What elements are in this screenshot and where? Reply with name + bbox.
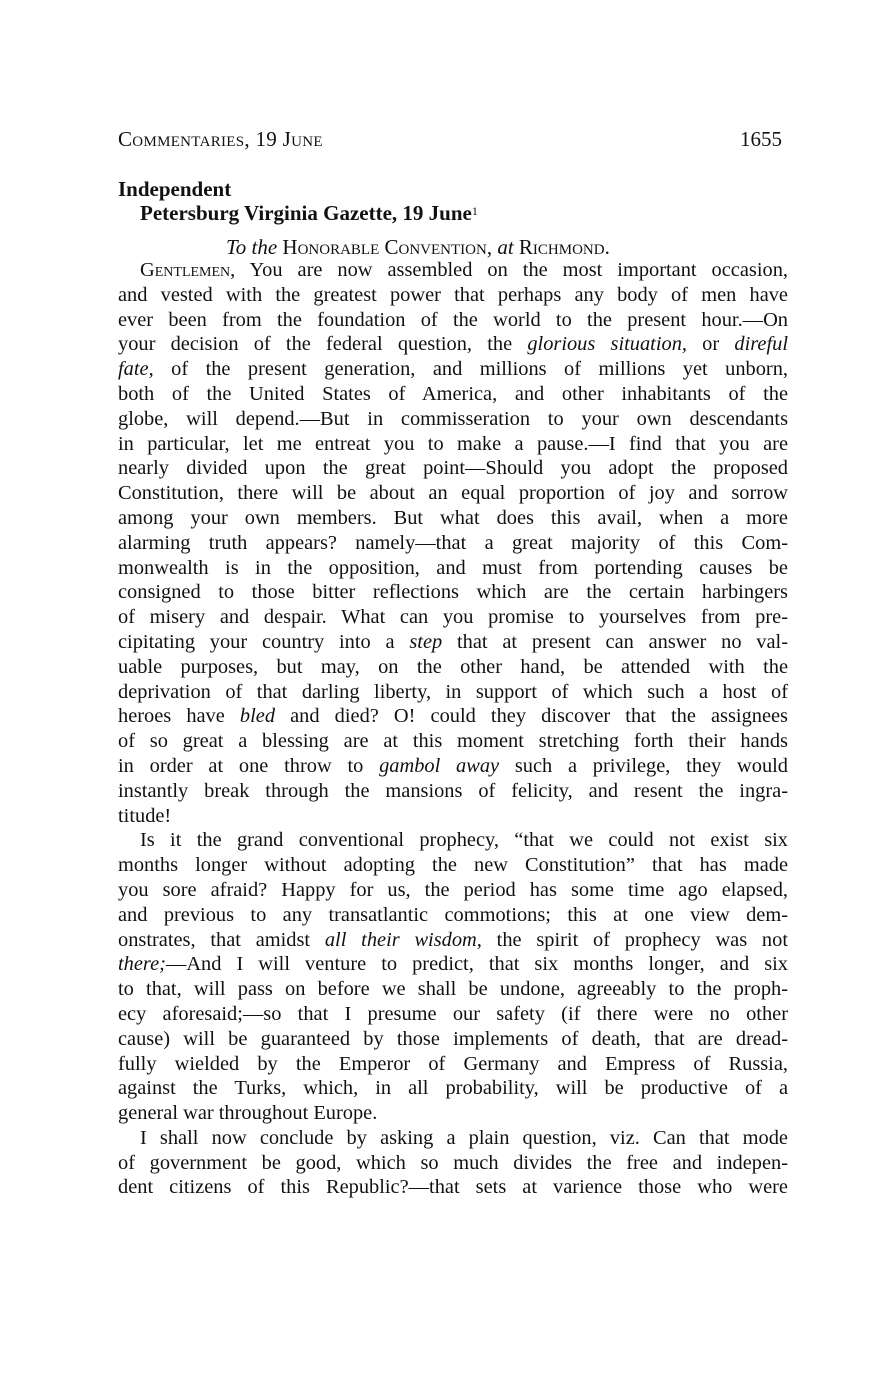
text-line: in order at one throw to gambol away such a privilege, they would (118, 754, 788, 777)
text-line: titude! (118, 804, 172, 827)
text-line: monwealth is in the opposition, and must from portending causes be (118, 556, 788, 579)
text-line: of so great a blessing are at this moment stretching forth their hands (118, 730, 788, 753)
text-line: I shall now conclude by asking a plain question, viz. Can that mode (140, 1126, 788, 1149)
running-head-title: Commentaries, 19 June (118, 127, 323, 151)
text-line: instantly break through the mansions of felicity, and resent the ingra- (118, 779, 788, 802)
text-line: ecy aforesaid;—so that I presume our safety (if there were no other (118, 1002, 788, 1025)
section-title: Independent (118, 177, 232, 201)
text-line: months longer without adopting the new Constitution” that has made (118, 854, 788, 877)
text-line: ever been from the foundation of the world to the present hour.—On (118, 308, 788, 331)
running-head (118, 124, 782, 154)
footnote-reference: 1 (471, 204, 478, 218)
text-line: and vested with the greatest power that perhaps any body of men have (118, 283, 788, 306)
address-convention: Honorable Convention, (282, 235, 493, 259)
text-line: of government be good, which so much divides the free and indepen- (118, 1151, 788, 1174)
text-line: cipitating your country into a step that at present can answer no val- (118, 630, 788, 653)
text-line: general war throughout Europe. (118, 1102, 378, 1125)
text-line: uable purposes, but may, on the other hand, be attended with the (118, 655, 788, 678)
text-line: fully wielded by the Emperor of Germany and Empress of Russia, (118, 1052, 788, 1075)
text-line: in particular, let me entreat you to make a pause.—I find that you are (118, 432, 788, 455)
address-at: at (497, 235, 514, 259)
text-line: your decision of the federal question, the glorious situation, or direful (118, 333, 788, 356)
text-line: consigned to those bitter reflections which are the certain harbingers (118, 581, 788, 604)
text-line: to that, will pass on before we shall be undone, agreeably to the proph- (118, 978, 788, 1001)
text-line: Is it the grand conventional prophecy, “that we could not exist six (140, 829, 788, 852)
text-line: dent citizens of this Republic?—that sets at varience those who were (118, 1176, 788, 1199)
text-line: onstrates, that amidst all their wisdom, the spirit of prophecy was not (118, 928, 788, 951)
text-line: of misery and despair. What can you promise to yourselves from pre- (118, 606, 788, 629)
text-line: globe, will depend.—But in commisseration to your own descendants (118, 407, 788, 430)
text-line: cause) will be guaranteed by those implements of death, that are dread- (118, 1027, 788, 1050)
text-line: heroes have bled and died? O! could they discover that the assignees (118, 705, 788, 728)
page-number: 1655 (740, 127, 782, 151)
article-body (118, 258, 788, 1200)
text-line: you sore afraid? Happy for us, the period has some time ago elapsed, (118, 878, 788, 901)
text-line: both of the United States of America, and other inhabitants of the (118, 382, 788, 405)
text-line: nearly divided upon the great point—Should you adopt the proposed (118, 457, 788, 480)
section-source-text: Petersburg Virginia Gazette, 19 June (140, 201, 472, 225)
text-line: Constitution, there will be about an equal proportion of joy and sorrow (118, 482, 788, 505)
text-line: deprivation of that darling liberty, in support of which such a host of (118, 680, 788, 703)
address-place: Richmond. (518, 235, 610, 259)
address-line (226, 234, 610, 260)
text-line: against the Turks, which, in all probability, will be productive of a (118, 1077, 788, 1100)
address-to: To the (226, 235, 278, 259)
text-line: there;—And I will venture to predict, that six months longer, and six (118, 953, 788, 976)
section-source (140, 200, 478, 226)
text-line: alarming truth appears? namely—that a great majority of this Com- (118, 531, 788, 554)
text-line: Gentlemen, You are now assembled on the most important occasion, (140, 259, 788, 281)
text-line: among your own members. But what does this avail, when a more (118, 506, 788, 529)
text-line: fate, of the present generation, and millions of millions yet unborn, (118, 358, 788, 381)
text-line: and previous to any transatlantic commotions; this at one view dem- (118, 903, 788, 926)
